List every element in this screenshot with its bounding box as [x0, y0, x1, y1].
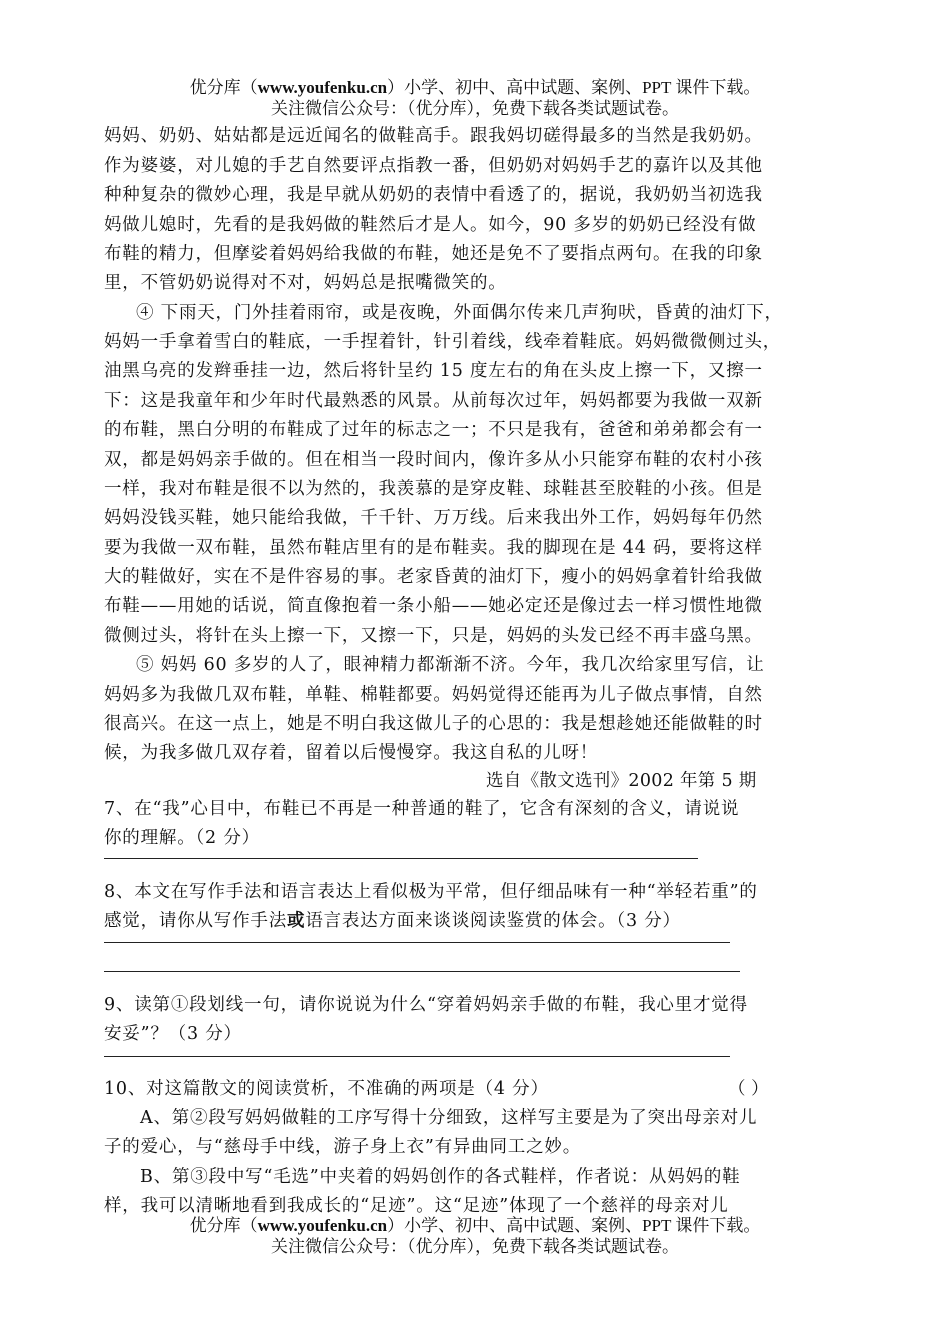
paragraph-5-start: ⑤ 妈妈 60 多岁的人了，眼神精力都渐渐不济。今年，我几次给家里写信，让	[136, 655, 765, 675]
header-text-tail: ）小学、初中、高中试题、案例、PPT 课件下载。	[387, 78, 761, 97]
answer-line-q7[interactable]	[104, 858, 698, 859]
body-line: 双，都是妈妈亲手做的。但在相当一段时间内，像许多从小只能穿布鞋的农村小孩	[104, 450, 763, 470]
footer-website: www.youfenku.cn	[257, 1216, 388, 1235]
question-8-line-1: 8、本文在写作手法和语言表达上看似极为平常，但仔细品味有一种“举轻若重”的	[104, 882, 758, 902]
body-line: 妈做儿媳时，先看的是我妈做的鞋然后才是人。如今，90 多岁的奶奶已经没有做	[104, 215, 757, 235]
body-line: 一样，我对布鞋是很不以为然的，我羡慕的是穿皮鞋、球鞋甚至胶鞋的小孩。但是	[104, 479, 763, 499]
question-10-stem: 10、对这篇散文的阅读赏析，不准确的两项是（4 分）	[104, 1079, 549, 1099]
body-line: 妈妈多为我做几双布鞋，单鞋、棉鞋都要。妈妈觉得还能再为儿子做点事情，自然	[104, 685, 763, 705]
body-line: 很高兴。在这一点上，她是不明白我这做儿子的心思的：我是想趁她还能做鞋的时	[104, 714, 763, 734]
body-line: 微侧过头，将针在头上擦一下，又擦一下，只是，妈妈的头发已经不再丰盛乌黑。	[104, 626, 763, 646]
answer-bracket-q10[interactable]: （ ）	[728, 1079, 769, 1099]
header-text: 优分库（	[189, 78, 258, 97]
body-line: 种种复杂的微妙心理，我是早就从奶奶的表情中看透了的，据说，我奶奶当初选我	[104, 185, 763, 205]
body-line: 候，为我多做几双存着，留着以后慢慢穿。我这自私的儿呀！	[104, 743, 599, 763]
body-line: 的布鞋，黑白分明的布鞋成了过年的标志之一；不只是我有，爸爸和弟弟都会有一	[104, 420, 763, 440]
body-line: 布鞋——用她的话说，简直像抱着一条小船——她必定还是像过去一样习惯性地微	[104, 596, 763, 616]
header-line-1	[0, 78, 950, 98]
footer-text-tail: ）小学、初中、高中试题、案例、PPT 课件下载。	[387, 1216, 761, 1235]
answer-line-q8-2[interactable]	[104, 971, 740, 972]
body-line: 妈妈、奶奶、姑姑都是远近闻名的做鞋高手。跟我妈切磋得最多的当然是我奶奶。	[104, 126, 763, 146]
answer-line-q8-1[interactable]	[104, 942, 730, 943]
question-8-text-tail: 语言表达方面来谈谈阅读鉴赏的体会。（3 分）	[305, 911, 681, 931]
body-line: 里，不管奶奶说得对不对，妈妈总是抿嘴微笑的。	[104, 273, 507, 293]
body-line: 布鞋的精力，但摩娑着妈妈给我做的布鞋，她还是免不了要指点两句。在我的印象	[104, 244, 763, 264]
question-7-line-1: 7、在“我”心目中，布鞋已不再是一种普通的鞋了，它含有深刻的含义，请说说	[104, 799, 740, 819]
question-8-text: 感觉，请你从写作手法	[104, 911, 287, 931]
question-9-line-2: 安妥”？（3 分）	[104, 1024, 242, 1044]
option-a-line-1: A、第②段写妈妈做鞋的工序写得十分细致，这样写主要是为了突出母亲对儿	[140, 1108, 758, 1128]
body-line: 妈妈一手拿着雪白的鞋底，一手捏着针，针引着线，线牵着鞋底。妈妈微微侧过头，	[104, 332, 782, 352]
header-line-2: 关注微信公众号：（优分库），免费下载各类试题试卷。	[271, 99, 679, 118]
body-line: 下：这是我童年和少年时代最熟悉的风景。从前每次过年，妈妈都要为我做一双新	[104, 391, 763, 411]
option-b-line-2: 样，我可以清晰地看到我成长的“足迹”。这“足迹”体现了一个慈祥的母亲对儿	[104, 1196, 729, 1216]
body-line: 油黑乌亮的发辫垂挂一边，然后将针呈约 15 度左右的角在头皮上擦一下，又擦一	[104, 361, 763, 381]
source-citation: 选自《散文选刊》2002 年第 5 期	[486, 771, 757, 791]
body-line: 妈妈没钱买鞋，她只能给我做，千千针、万万线。后来我出外工作，妈妈每年仍然	[104, 508, 763, 528]
footer-line-2: 关注微信公众号：（优分库），免费下载各类试题试卷。	[271, 1237, 679, 1256]
paragraph-4-start: ④ 下雨天，门外挂着雨帘，或是夜晚，外面偶尔传来几声狗吠，昏黄的油灯下，	[136, 303, 783, 323]
option-b-line-1: B、第③段中写“毛选”中夹着的妈妈创作的各式鞋样，作者说：从妈妈的鞋	[140, 1167, 741, 1187]
footer-text: 优分库（	[189, 1216, 258, 1235]
header-website: www.youfenku.cn	[257, 78, 388, 97]
emphasis-or: 或	[287, 911, 306, 931]
body-line: 大的鞋做好，实在不是件容易的事。老家昏黄的油灯下，瘦小的妈妈拿着针给我做	[104, 567, 763, 587]
option-a-line-2: 子的爱心，与“慈母手中线，游子身上衣”有异曲同工之妙。	[104, 1137, 581, 1157]
body-line: 作为婆婆，对儿媳的手艺自然要评点指教一番，但奶奶对妈妈手艺的嘉许以及其他	[104, 156, 763, 176]
question-9-line-1: 9、读第①段划线一句，请你说说为什么“穿着妈妈亲手做的布鞋，我心里才觉得	[104, 995, 748, 1015]
footer-line-1	[0, 1216, 950, 1236]
body-line: 要为我做一双布鞋，虽然布鞋店里有的是布鞋卖。我的脚现在是 44 码，要将这样	[104, 538, 763, 558]
question-7-line-2: 你的理解。（2 分）	[104, 828, 260, 848]
answer-line-q9[interactable]	[104, 1056, 730, 1057]
question-8-line-2	[104, 909, 854, 933]
